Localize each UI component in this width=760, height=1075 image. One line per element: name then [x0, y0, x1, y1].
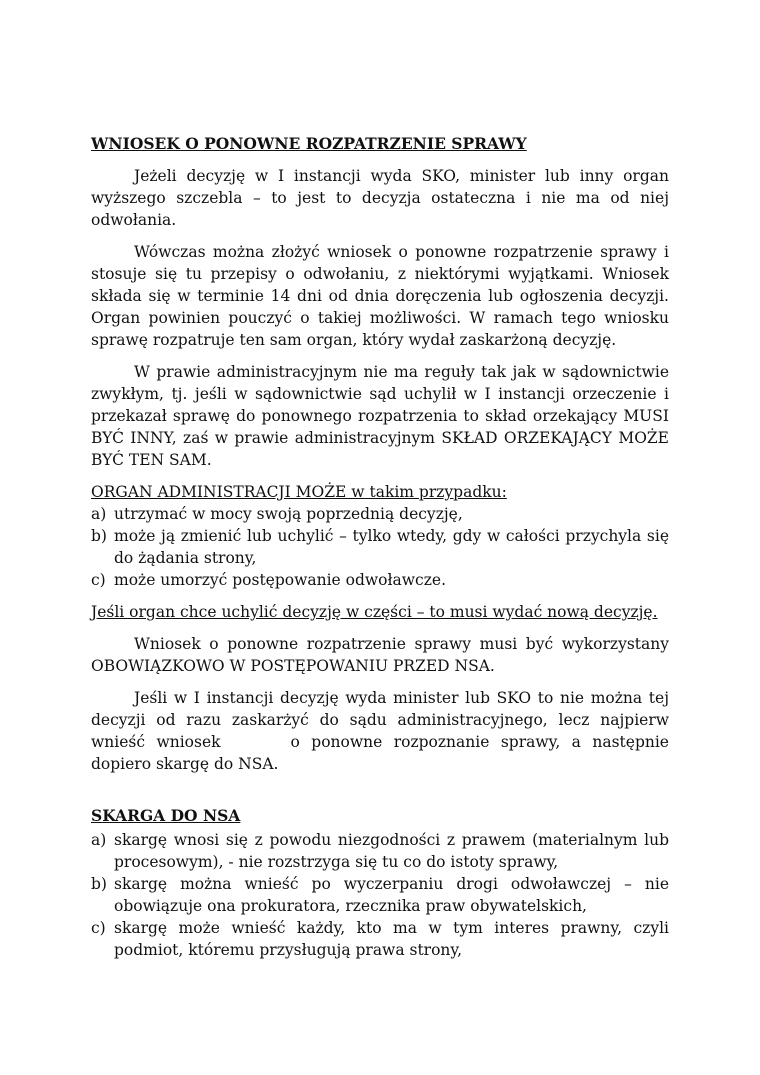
list-marker: a) — [91, 831, 107, 849]
list-item-text: utrzymać w mocy swoją poprzednią decyzję, — [114, 505, 463, 523]
list-marker: c) — [91, 571, 106, 589]
list-item — [91, 569, 669, 591]
paragraph-last — [91, 687, 669, 775]
list-marker: a) — [91, 505, 107, 523]
list-marker: b) — [91, 527, 107, 545]
options-list — [91, 503, 669, 591]
section-heading-wniosek: WNIOSEK O PONOWNE ROZPATRZENIE SPRAWY — [91, 134, 527, 153]
list-item-text: może umorzyć postępowanie odwoławcze. — [114, 571, 446, 589]
list-marker: b) — [91, 875, 107, 893]
section-spacer — [91, 785, 669, 805]
paragraph: Wówczas można złożyć wniosek o ponowne rozpatrzenie sprawy i stosuje się tu przepisy o odwołaniu, z niektórymi wyjątkami. Wniosek składa się w terminie 14 dni od dnia doręczenia lub ogłoszenia decyzji. Organ powinien pouczyć o takiej możliwości. W ramach tego wniosku sprawę rozpatruje ten sam organ, który wydał zaskarżoną decyzję. — [91, 243, 669, 349]
paragraph-text: Jeśli w I instancji decyzję wyda minister lub SKO to nie można tej decyzji od razu zaskarżyć do sądu administracyjnego, lecz najpierw wnieść wniosek — [91, 689, 669, 751]
list-item — [91, 917, 669, 961]
list-item — [91, 525, 669, 569]
list-item-text: może ją zmienić lub uchylić – tylko wtedy, gdy w całości przychyla się do żądania strony, — [114, 527, 669, 567]
paragraph: Wniosek o ponowne rozpatrzenie sprawy musi być wykorzystany OBOWIĄZKOWO W POSTĘPOWANIU PRZED NSA. — [91, 635, 669, 675]
list-item — [91, 503, 669, 525]
list-marker: c) — [91, 919, 106, 937]
list-item-text: skargę wnosi się z powodu niezgodności z prawem (materialnym lub procesowym), - nie rozstrzyga się tu co do istoty sprawy, — [114, 831, 669, 871]
list-item-text: skargę można wnieść po wyczerpaniu drogi odwoławczej – nie obowiązuje ona prokuratora, rzecznika praw obywatelskich, — [114, 875, 669, 915]
list-item-text: skargę może wnieść każdy, kto ma w tym interes prawny, czyli podmiot, któremu przysługują prawa strony, — [114, 919, 669, 959]
paragraph: W prawie administracyjnym nie ma reguły tak jak w sądownictwie zwykłym, tj. jeśli w sądownictwie sąd uchylił w I instancji orzeczenie i przekazał sprawę do ponownego rozpatrzenia to skład orzekający MUSI BYĆ INNY, zaś w prawie administracyjnym SKŁAD ORZEKAJĄCY MOŻE BYĆ TEN SAM. — [91, 363, 669, 469]
paragraph-text: o ponowne rozpoznanie sprawy, a następnie dopiero skargę do NSA. — [91, 733, 669, 773]
underlined-note: Jeśli organ chce uchylić decyzję w części – to musi wydać nową decyzję. — [91, 603, 658, 621]
complaint-list — [91, 829, 669, 961]
list-title: ORGAN ADMINISTRACJI MOŻE w takim przypadku: — [91, 483, 507, 501]
section-heading-skarga: SKARGA DO NSA — [91, 806, 241, 825]
paragraph: Jeżeli decyzję w I instancji wyda SKO, minister lub inny organ wyższego szczebla – to jest to decyzja ostateczna i nie ma od niej odwołania. — [91, 167, 669, 229]
list-item — [91, 873, 669, 917]
list-item — [91, 829, 669, 873]
